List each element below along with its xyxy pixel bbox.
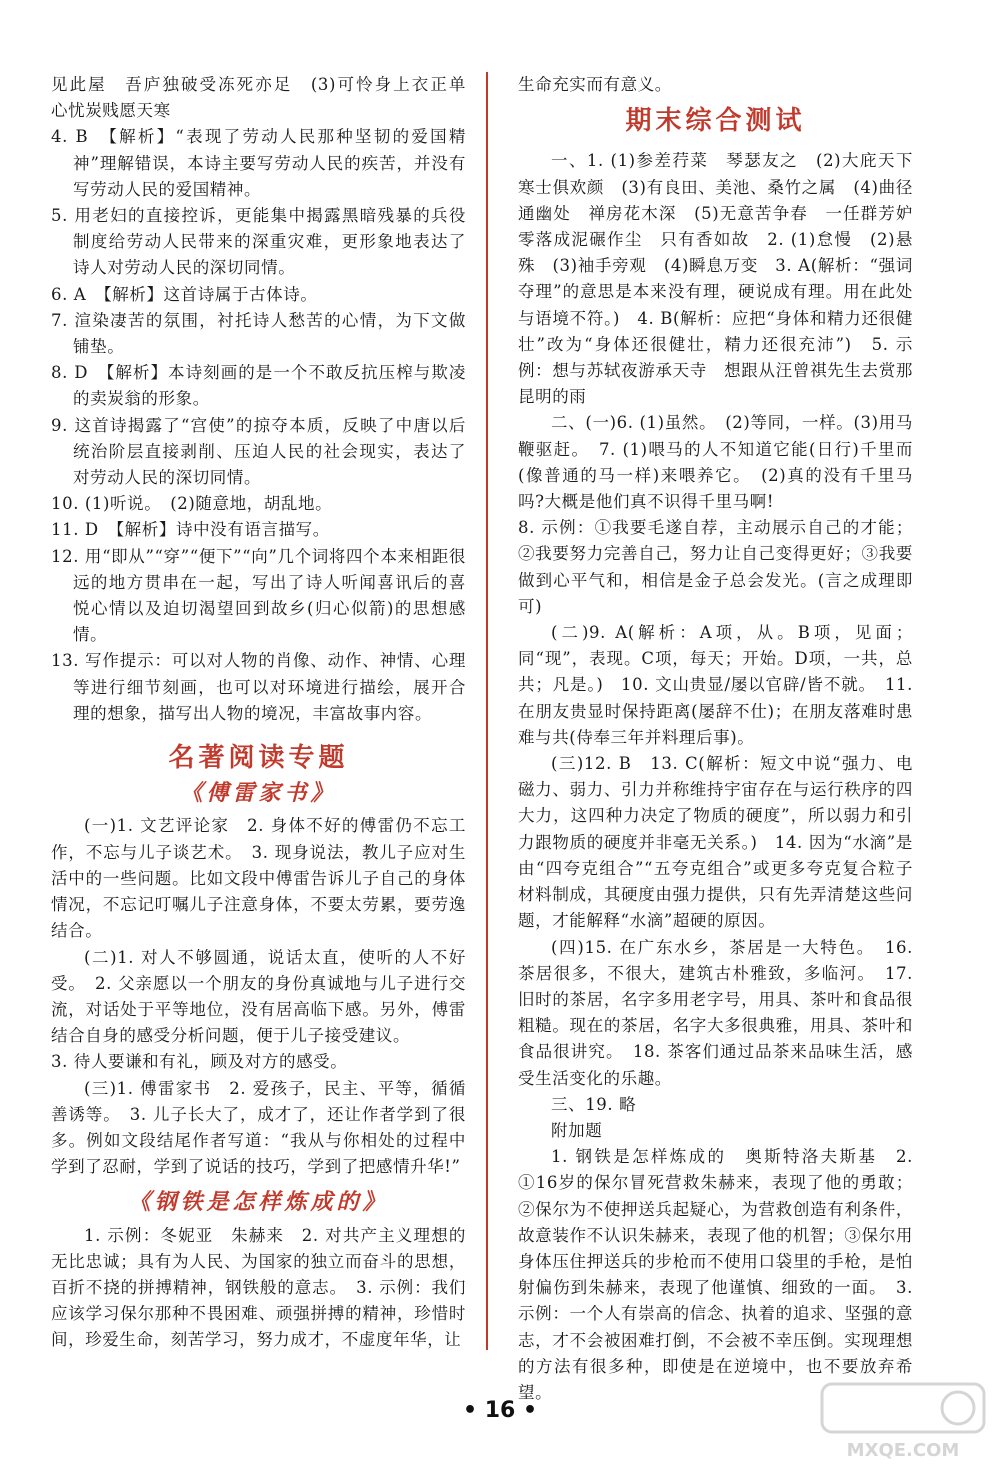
test-para: 二、(一)6. (1)虽然。 (2)等同，一样。(3)用马鞭驱赶。 7. (1)喂马的人不知道它能(日行)千里而(像普通的马一样)来喂养它。 (2)真的没有千里马吗?大概是他们真不识得千里马啊! <box>518 413 913 512</box>
book1-para: (二)1. 对人不够圆通，说话太直，使听的人不好受。 2. 父亲愿以一个朋友的身份真诚地与儿子进行交流，对话处于平等地位，没有居高临下感。另外，傅雷结合自身的感受分析问题，便于儿子接受建议。 <box>51 947 466 1046</box>
watermark-text: MXQE.COM <box>846 1440 960 1461</box>
test-para: (三)12. B 13. C(解析：短文中说“强力、电磁力、弱力、引力并称维持宇宙存在与运行秩序的四大力，这四种力决定了物质的硬度”，所以弱力和引力跟物质的硬度并非毫无关系。) 14. 因为“水滴”是由“四夸克组合”“五夸克组合”或更多夸克复合粒子材料制成，其硬度由强力提供，只有先弄清楚这些问题，才能解释“水滴”超硬的原因。 <box>518 754 913 931</box>
answer-item: 9. 这首诗揭露了“宫使”的掠夺本质，反映了中唐以后统治阶层直接剥削、压迫人民的社会现实，表达了对劳动人民的深切同情。 <box>51 415 466 488</box>
section-title-final-test: 期末综合测试 <box>625 106 806 137</box>
answer-item: 11. D 【解析】诗中没有语言描写。 <box>51 520 330 540</box>
test-para: (二)9. A(解析：A项，从。B项，见面；同“现”，表现。C项，每天；开始。D项，一共，总共；凡是。) 10. 文山贵显/屡以官辟/皆不就。 11. 在朋友贵显时保持距离(屡辞不仕)；在朋友落难时患难与共(侍奉三年并料理后事)。 <box>518 623 913 747</box>
page-number: • 16 • <box>462 1398 538 1423</box>
answer-item: 4. B 【解析】“表现了劳动人民那种坚韧的爱国精神”理解错误，本诗主要写劳动人民的疾苦，并没有写劳动人民的爱国精神。 <box>51 127 466 199</box>
test-para: 一、1. (1)参差荇菜 琴瑟友之 (2)大庇天下寒士俱欢颜 (3)有良田、美池、桑竹之属 (4)曲径通幽处 禅房花木深 (5)无意苦争春 一任群芳妒 零落成泥碾作尘 只有香如故 2. (1)怠慢 (2)悬殊 (3)袖手旁观 (4)瞬息万变 3. A(解析：“强词夺理”的意思是本来没有理，硬说成有理。用在此处与语境不符。) 4. B(解析：应把“身体和精力还很健壮”改为“身体还很健壮，精力还很充沛”) 5. 示例：想与苏轼夜游承天寺 想跟从汪曾祺先生去赏那昆明的雨 <box>518 151 931 407</box>
extra-para: 1. 钢铁是怎样炼成的 奥斯特洛夫斯基 2. ①16岁的保尔冒死营救朱赫来，表现了他的勇敢；②保尔为不使押送兵起疑心，为营救创造有利条件，故意装作不认识朱赫来，表现了他的机智；③保尔用身体压住押送兵的步枪而不使用口袋里的手枪，是怕射偏伤到朱赫来，表现了他谨慎、细致的一面。 3. 示例：一个人有崇高的信念、执着的追求、坚强的意志，才不会被困难打倒，不会被不幸压倒。实现理想的方法有很多种，即使是在逆境中，也不要放弃希望。 <box>518 1147 913 1402</box>
extra-title: 附加题 <box>551 1120 603 1140</box>
book2-para: 1. 示例：冬妮亚 朱赫来 2. 对共产主义理想的无比忠诚；具有为人民、为国家的独立而奋斗的思想，百折不挠的拼搏精神，钢铁般的意志。 3. 示例：我们应该学习保尔那种不畏困难、顽强拼搏的精神，珍惜时间，珍爱生命，刻苦学习，努力成才，不虚度年华，让 <box>51 1225 466 1350</box>
answer-item: 5. 用老妇的直接控诉，更能集中揭露黑暗残暴的兵役制度给劳动人民带来的深重灾难，更形象地表达了诗人对劳动人民的深切同情。 <box>51 206 466 278</box>
right-column <box>518 72 931 1406</box>
book1-para: 3. 待人要谦和有礼，顾及对方的感受。 <box>51 1052 348 1072</box>
intro-line: 见此屋 吾庐独破受冻死亦足 (3)可怜身上衣正单 心忧炭贱愿天寒 <box>51 75 484 121</box>
carry-line: 生命充实而有意义。 <box>518 75 672 94</box>
column-divider <box>486 72 488 1350</box>
book-title-steel: 《钢铁是怎样炼成的》 <box>128 1190 389 1216</box>
book-title-fulei: 《傅雷家书》 <box>180 781 337 807</box>
answer-item: 13. 写作提示：可以对人物的肖像、动作、神情、心理等进行细节刻画，也可以对环境进行描绘，展开合理的想象，描写出人物的境况，丰富故事内容。 <box>51 651 466 723</box>
answer-item: 8. D 【解析】本诗刻画的是一个不敢反抗压榨与欺凌的卖炭翁的形象。 <box>51 363 466 409</box>
answer-item: 12. 用“即从”“穿”“便下”“向”几个词将四个本来相距很远的地方贯串在一起，写出了诗人听闻喜讯后的喜悦心情以及迫切渴望回到故乡(归心似箭)的思想感情。 <box>51 546 466 645</box>
test-para: (四)15. 在广东水乡，茶居是一大特色。 16. 茶居很多，不很大，建筑古朴雅致，多临河。 17. 旧时的茶居，名字多用老字号，用具、茶叶和食品很粗糙。现在的茶居，名字大多很典雅，用具、茶叶和食品很讲究。 18. 茶客们通过品茶来品味生活，感受生活变化的乐趣。 <box>518 937 913 1088</box>
left-column <box>51 72 484 1354</box>
answer-item: 6. A 【解析】这首诗属于古体诗。 <box>51 284 318 304</box>
watermark-logo <box>818 1380 988 1465</box>
test-para: 三、19. 略 <box>551 1094 637 1114</box>
book1-para: (三)1. 傅雷家书 2. 爱孩子，民主、平等，循循善诱等。 3. 儿子长大了，成才了，还让作者学到了很多。例如文段结尾作者写道：“我从与你相处的过程中学到了忍耐，学到了说话的技巧，学到了把感情升华!” <box>51 1078 466 1177</box>
answer-item: 10. (1)听说。 (2)随意地，胡乱地。 <box>51 494 333 514</box>
book1-para: (一)1. 文艺评论家 2. 身体不好的傅雷仍不忘工作，不忘与儿子谈艺术。 3. 现身说法，教儿子应对生活中的一些问题。比如文段中傅雷告诉儿子自己的身体情况，不忘记叮嘱儿子注意身体，不要太劳累，要劳逸结合。 <box>51 816 466 941</box>
section-title-classics: 名著阅读专题 <box>168 743 349 774</box>
test-para: 8. 示例：①我要毛遂自荐，主动展示自己的才能；②我要努力完善自己，努力让自己变得更好；③我要做到心平气和，相信是金子总会发光。(言之成理即可) <box>518 518 913 616</box>
answer-item: 7. 渲染凄苦的氛围，衬托诗人愁苦的心情，为下文做铺垫。 <box>51 310 466 357</box>
